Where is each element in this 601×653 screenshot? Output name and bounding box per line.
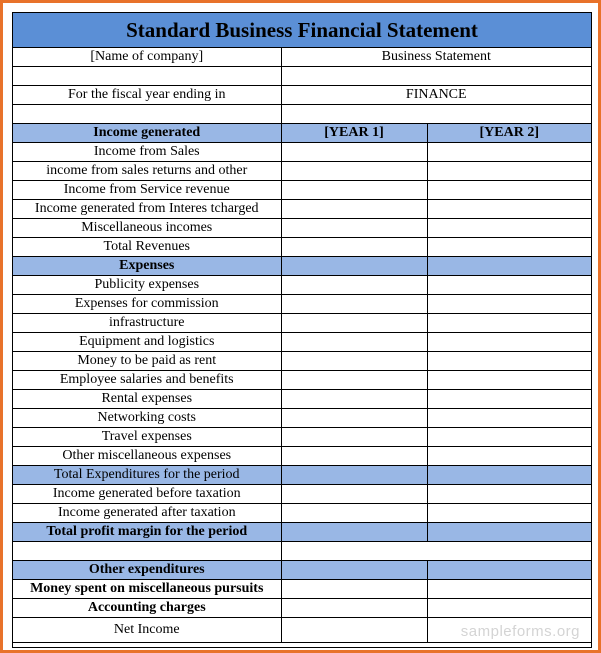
blank-cell[interactable] — [13, 542, 281, 561]
year2-value-cell[interactable] — [427, 580, 591, 599]
year1-value-cell[interactable] — [281, 143, 427, 162]
row-label: Rental expenses — [13, 390, 281, 409]
year2-value-cell[interactable] — [427, 314, 591, 333]
year2-header: [YEAR 2] — [427, 124, 591, 143]
year1-value-cell[interactable] — [281, 333, 427, 352]
table-row — [13, 181, 591, 200]
year1-value-cell[interactable] — [281, 371, 427, 390]
table-row — [13, 580, 591, 599]
blank-row — [13, 105, 591, 124]
table-row — [13, 333, 591, 352]
year1-value-cell[interactable] — [281, 447, 427, 466]
statement-table — [13, 48, 591, 643]
year2-value-cell[interactable] — [427, 409, 591, 428]
band-cell — [281, 561, 427, 580]
row-label: Income from Sales — [13, 143, 281, 162]
blank-cell[interactable] — [13, 105, 281, 124]
table-row — [13, 276, 591, 295]
year1-value-cell[interactable] — [281, 409, 427, 428]
watermark: sampleforms.org — [460, 623, 580, 640]
year1-value-cell[interactable] — [281, 295, 427, 314]
year1-value-cell[interactable] — [281, 276, 427, 295]
year1-value-cell[interactable] — [281, 238, 427, 257]
year1-value-cell[interactable] — [281, 523, 427, 542]
table-row — [13, 295, 591, 314]
year2-value-cell[interactable] — [427, 238, 591, 257]
after-tax-label: Income generated after taxation — [13, 504, 281, 523]
year2-value-cell[interactable] — [427, 295, 591, 314]
row-label: Miscellaneous incomes — [13, 219, 281, 238]
band-cell — [427, 257, 591, 276]
blank-cell[interactable] — [281, 542, 591, 561]
year2-value-cell[interactable] — [427, 599, 591, 618]
table-row — [13, 485, 591, 504]
year2-value-cell[interactable] — [427, 333, 591, 352]
year1-value-cell[interactable] — [281, 200, 427, 219]
table-row — [13, 143, 591, 162]
row-label: Equipment and logistics — [13, 333, 281, 352]
year1-value-cell[interactable] — [281, 181, 427, 200]
income-header-row — [13, 124, 591, 143]
blank-cell[interactable] — [281, 67, 591, 86]
finance-cell[interactable]: FINANCE — [281, 86, 591, 105]
row-label: Networking costs — [13, 409, 281, 428]
expenses-header-row — [13, 257, 591, 276]
year1-value-cell[interactable] — [281, 504, 427, 523]
statement-title: Standard Business Financial Statement — [13, 13, 591, 48]
net-income-label: Net Income — [13, 618, 281, 643]
table-row — [13, 371, 591, 390]
table-row — [13, 162, 591, 181]
year2-value-cell[interactable] — [427, 485, 591, 504]
table-row — [13, 238, 591, 257]
year1-value-cell[interactable] — [281, 485, 427, 504]
company-row — [13, 48, 591, 67]
other-expenditures-row — [13, 561, 591, 580]
row-label: Employee salaries and benefits — [13, 371, 281, 390]
table-row — [13, 219, 591, 238]
year2-value-cell[interactable] — [427, 352, 591, 371]
year1-value-cell[interactable] — [281, 352, 427, 371]
table-row — [13, 352, 591, 371]
fiscal-year-row — [13, 86, 591, 105]
year2-value-cell[interactable] — [427, 447, 591, 466]
year1-value-cell[interactable] — [281, 599, 427, 618]
year2-value-cell[interactable] — [427, 219, 591, 238]
year1-value-cell[interactable] — [281, 580, 427, 599]
band-cell — [281, 257, 427, 276]
row-label: Travel expenses — [13, 428, 281, 447]
year1-value-cell[interactable] — [281, 466, 427, 485]
year2-value-cell[interactable] — [427, 390, 591, 409]
profit-margin-row — [13, 523, 591, 542]
profit-margin-label: Total profit margin for the period — [13, 523, 281, 542]
total-expenditures-row — [13, 466, 591, 485]
year2-value-cell[interactable] — [427, 504, 591, 523]
fiscal-year-cell[interactable]: For the fiscal year ending in — [13, 86, 281, 105]
year2-value-cell[interactable] — [427, 276, 591, 295]
year2-value-cell[interactable] — [427, 466, 591, 485]
table-row — [13, 599, 591, 618]
year1-value-cell[interactable] — [281, 314, 427, 333]
row-label: infrastructure — [13, 314, 281, 333]
table-row — [13, 409, 591, 428]
blank-row — [13, 542, 591, 561]
table-row — [13, 447, 591, 466]
row-label: Expenses for commission — [13, 295, 281, 314]
table-row — [13, 390, 591, 409]
table-row — [13, 428, 591, 447]
table-row — [13, 200, 591, 219]
total-expenditures-label: Total Expenditures for the period — [13, 466, 281, 485]
row-label: Total Revenues — [13, 238, 281, 257]
row-label: Publicity expenses — [13, 276, 281, 295]
year1-value-cell[interactable] — [281, 162, 427, 181]
business-statement-cell[interactable]: Business Statement — [281, 48, 591, 67]
band-cell — [427, 561, 591, 580]
company-name-cell[interactable]: [Name of company] — [13, 48, 281, 67]
blank-row — [13, 67, 591, 86]
year2-value-cell[interactable] — [427, 162, 591, 181]
table-row — [13, 314, 591, 333]
year1-value-cell[interactable] — [281, 428, 427, 447]
year2-value-cell[interactable] — [427, 181, 591, 200]
year1-value-cell[interactable] — [281, 219, 427, 238]
year2-value-cell[interactable] — [427, 200, 591, 219]
expenses-header: Expenses — [13, 257, 281, 276]
row-label: Income generated from Interes tcharged — [13, 200, 281, 219]
year1-value-cell[interactable] — [281, 390, 427, 409]
financial-statement-sheet — [12, 12, 592, 648]
other-expenditures-header: Other expenditures — [13, 561, 281, 580]
year2-value-cell[interactable] — [427, 428, 591, 447]
row-label: Other miscellaneous expenses — [13, 447, 281, 466]
before-tax-label: Income generated before taxation — [13, 485, 281, 504]
income-generated-header: Income generated — [13, 124, 281, 143]
blank-cell[interactable] — [13, 67, 281, 86]
blank-cell[interactable] — [281, 105, 591, 124]
year2-value-cell[interactable] — [427, 371, 591, 390]
row-label: income from sales returns and other — [13, 162, 281, 181]
year2-value-cell[interactable] — [427, 143, 591, 162]
row-label: Money to be paid as rent — [13, 352, 281, 371]
row-label: Income from Service revenue — [13, 181, 281, 200]
year2-value-cell[interactable] — [427, 523, 591, 542]
misc-pursuits-label: Money spent on miscellaneous pursuits — [13, 580, 281, 599]
year1-value-cell[interactable] — [281, 618, 427, 643]
accounting-charges-label: Accounting charges — [13, 599, 281, 618]
table-row — [13, 504, 591, 523]
year1-header: [YEAR 1] — [281, 124, 427, 143]
